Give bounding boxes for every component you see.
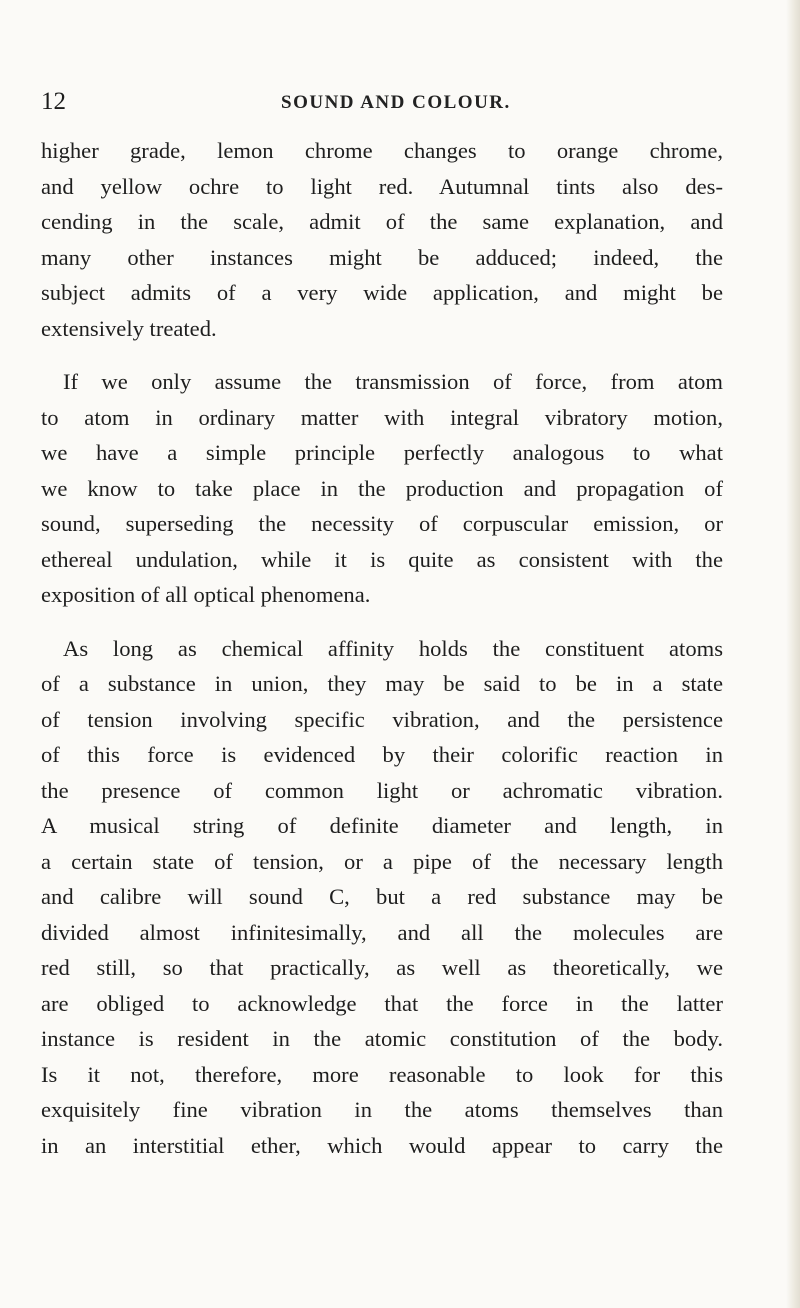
text-line: and calibre will sound C, but a red substance may be [41,884,723,909]
text-line: higher grade, lemon chrome changes to orange chrome, [41,138,723,163]
text-line: red still, so that practically, as well as theoretically, we [41,955,723,980]
text-line: divided almost infinitesimally, and all the molecules are [41,919,723,945]
text-line: are obliged to acknowledge that the force in the latter [41,990,723,1016]
text-line: Is it not, therefore, more reasonable to look for this [41,1061,723,1087]
text-line: subject admits of a very wide application, and might be [41,280,723,305]
text-line: cending in the scale, admit of the same explanation, and [41,209,723,234]
page-header [41,88,721,118]
paragraph-gap [41,346,723,364]
text-line: exquisitely fine vibration in the atoms themselves than [41,1097,723,1122]
paragraph [41,364,723,613]
text-line: If we only assume the transmission of force, from atom [63,369,723,394]
text-line: many other instances might be adduced; indeed, the [41,244,723,270]
paragraph [41,631,723,1164]
text-line: the presence of common light or achromatic vibration. [41,777,723,803]
text-line: in an interstitial ether, which would appear to carry the [41,1132,723,1158]
text-line: ethereal undulation, while it is quite as consistent with the [41,546,723,572]
text-line: extensively treated. [41,315,217,341]
paragraph [41,133,723,346]
text-line: instance is resident in the atomic constitution of the body. [41,1026,723,1051]
text-line: As long as chemical affinity holds the constituent atoms [63,635,723,661]
text-line: of tension involving specific vibration, and the persistence [41,706,723,732]
text-line: a certain state of tension, or a pipe of the necessary length [41,848,723,874]
text-line: exposition of all optical phenomena. [41,582,371,607]
text-line: sound, superseding the necessity of corpuscular emission, or [41,511,723,536]
page-number: 12 [41,88,66,115]
text-line: we have a simple principle perfectly analogous to what [41,440,723,465]
page-edge-shadow [786,0,800,1308]
paragraph-gap [41,613,723,631]
text-line: of this force is evidenced by their colorific reaction in [41,742,723,767]
body-text [41,133,723,1163]
text-line: and yellow ochre to light red. Autumnal tints also des- [41,173,723,199]
text-line: A musical string of definite diameter and length, in [41,813,723,838]
text-line: to atom in ordinary matter with integral vibratory motion, [41,404,723,430]
text-line: of a substance in union, they may be said to be in a state [41,671,723,696]
text-line: we know to take place in the production and propagation of [41,475,723,501]
running-title: SOUND AND COLOUR. [281,92,511,113]
